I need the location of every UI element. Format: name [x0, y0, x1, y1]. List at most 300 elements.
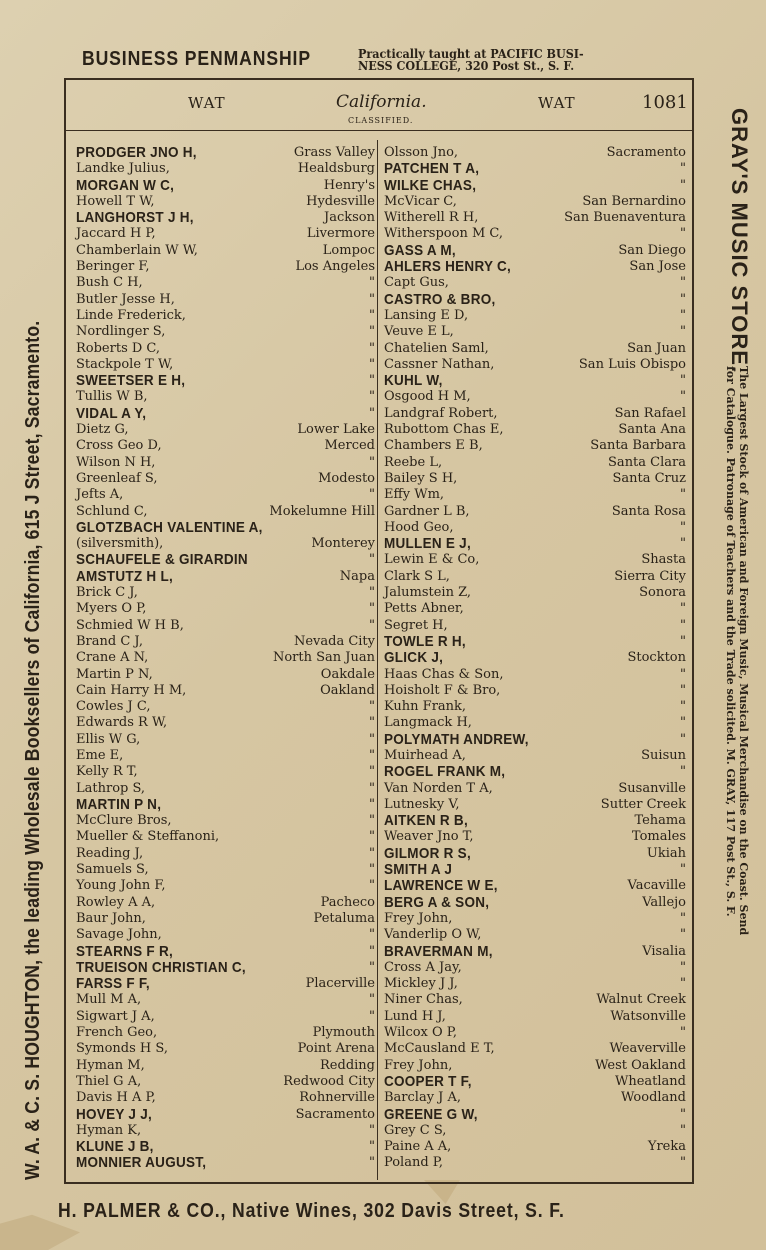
directory-entry: [72, 715, 377, 731]
column-divider: [377, 140, 378, 1180]
entry-place: ": [680, 682, 686, 698]
entry-name: Young John F,: [76, 878, 166, 894]
entry-name: Linde Frederick,: [76, 307, 186, 323]
entry-name: POLYMATH ANDREW,: [384, 730, 529, 748]
entry-place: ": [369, 1008, 375, 1024]
directory-entry: [72, 1107, 377, 1123]
entry-place: ": [680, 275, 686, 291]
entry-name: Tullis W B,: [76, 389, 148, 405]
directory-entry: [380, 813, 688, 829]
entry-place: Monterey: [311, 536, 375, 552]
directory-entry: [380, 960, 688, 976]
directory-entry: [72, 1123, 377, 1139]
directory-entry: [380, 585, 688, 601]
entry-name: Veuve E L,: [384, 324, 454, 340]
entry-place: ": [680, 699, 686, 715]
entry-place: Susanville: [618, 780, 686, 796]
directory-entry: [72, 732, 377, 748]
entry-name: PATCHEN T A,: [384, 160, 480, 178]
directory-entry: [72, 552, 377, 568]
directory-entry: [72, 259, 377, 275]
directory-entry: [72, 1139, 377, 1155]
entry-place: ": [680, 177, 686, 193]
directory-entry: [380, 438, 688, 454]
directory-entry: [72, 324, 377, 340]
entry-place: Livermore: [306, 226, 375, 242]
header-subtitle: CLASSIFIED.: [348, 116, 414, 125]
entry-name: Schmied W H B,: [76, 617, 184, 633]
entry-name: Witherspoon M C,: [384, 226, 504, 242]
entry-place: ": [369, 552, 375, 568]
directory-entry: [72, 699, 377, 715]
directory-entry: [72, 927, 377, 943]
entry-name: Landke Julius,: [76, 161, 170, 177]
top-ad-line1: Practically taught at PACIFIC BUSI-: [358, 47, 584, 61]
directory-entry: [380, 1090, 688, 1106]
entry-name: Sigwart J A,: [76, 1008, 155, 1024]
entry-place: Merced: [324, 438, 375, 454]
entry-name: Segret H,: [384, 617, 448, 633]
top-advertisement: [82, 44, 722, 80]
entry-name: Brick C J,: [76, 585, 138, 601]
directory-entry: [380, 748, 688, 764]
entry-place: ": [680, 959, 686, 975]
directory-entry: [380, 650, 688, 666]
entry-place: Watsonville: [610, 1008, 686, 1024]
directory-entry: [72, 373, 377, 389]
directory-entry: [380, 569, 688, 585]
directory-entry: [72, 650, 377, 666]
entry-place: Petaluma: [313, 910, 375, 926]
entry-place: ": [369, 275, 375, 291]
entry-name: VIDAL A Y,: [76, 404, 147, 422]
directory-entry: [380, 308, 688, 324]
entry-place: Oakdale: [320, 666, 375, 682]
directory-entry: [380, 194, 688, 210]
right-side-ad-line1: The Largest Stock of American and Foreign Music, Musical Merchandise on the Coast. Send: [737, 366, 750, 936]
directory-entry: [72, 1155, 377, 1171]
entry-place: Pacheco: [320, 894, 375, 910]
entry-place: ": [680, 927, 686, 943]
entry-place: Weaverville: [609, 1041, 686, 1057]
entry-place: ": [369, 307, 375, 323]
entry-name: Niner Chas,: [384, 992, 463, 1008]
directory-entry: [72, 520, 377, 536]
entry-name: MARTIN P N,: [76, 795, 162, 813]
entry-name: Mickley J J,: [384, 976, 458, 992]
directory-entry: [72, 634, 377, 650]
entry-place: San Bernardino: [582, 193, 686, 209]
directory-entry: [72, 960, 377, 976]
directory-entry: [380, 1155, 688, 1171]
entry-name: SWEETSER E H,: [76, 372, 186, 390]
entry-place: ": [369, 943, 375, 959]
directory-entry: [72, 389, 377, 405]
entry-place: San Diego: [618, 242, 686, 258]
directory-entry: [380, 634, 688, 650]
entry-name: Barclay J A,: [384, 1090, 462, 1106]
directory-entry: [380, 1074, 688, 1090]
directory-entry: [380, 243, 688, 259]
entry-name: WILKE CHAS,: [384, 176, 477, 194]
directory-entry: [72, 1090, 377, 1106]
entry-name: Butler Jesse H,: [76, 291, 175, 307]
entry-place: ": [369, 878, 375, 894]
entry-name: Landgraf Robert,: [384, 405, 498, 421]
directory-entry: [380, 927, 688, 943]
entry-name: Petts Abner,: [384, 601, 464, 617]
entry-place: ": [680, 731, 686, 747]
entry-place: ": [369, 617, 375, 633]
entry-place: ": [369, 1155, 375, 1171]
entry-place: ": [680, 862, 686, 878]
entry-name: Chamberlain W W,: [76, 242, 198, 258]
entry-name: Howell T W,: [76, 193, 155, 209]
directory-entry: [72, 569, 377, 585]
directory-entry: [72, 585, 377, 601]
directory-entry: [380, 667, 688, 683]
directory-entry: [72, 308, 377, 324]
entry-name: Hood Geo,: [384, 519, 454, 535]
directory-entry: [72, 878, 377, 894]
entry-place: Rohnerville: [299, 1090, 375, 1106]
entry-name: Ellis W G,: [76, 731, 141, 747]
entry-place: ": [680, 373, 686, 389]
directory-entry: [380, 161, 688, 177]
entry-name: BERG A & SON,: [384, 893, 490, 911]
directory-entry: [380, 1139, 688, 1155]
entry-name: MONNIER AUGUST,: [76, 1154, 207, 1172]
directory-entry: [72, 178, 377, 194]
entry-name: Effy Wm,: [384, 487, 445, 503]
directory-entry: [380, 422, 688, 438]
entry-place: Modesto: [318, 470, 375, 486]
entry-name: Kelly R T,: [76, 764, 138, 780]
entry-place: Jackson: [324, 210, 375, 226]
entry-place: Redding: [320, 1057, 375, 1073]
directory-entry: [380, 406, 688, 422]
directory-entry: [380, 862, 688, 878]
right-side-advertisement: [692, 108, 752, 1168]
entry-place: San Luis Obispo: [578, 356, 686, 372]
entry-name: CASTRO & BRO,: [384, 290, 496, 308]
entry-place: Point Arena: [297, 1041, 375, 1057]
directory-entry: [72, 341, 377, 357]
entry-name: KUHL W,: [384, 372, 443, 390]
entry-place: Sacramento: [295, 1106, 375, 1122]
entry-place: Hydesville: [306, 193, 375, 209]
entry-place: Mokelumne Hill: [269, 503, 375, 519]
directory-entry: [380, 911, 688, 927]
entry-place: ": [680, 226, 686, 242]
entry-place: Santa Barbara: [590, 438, 686, 454]
entry-name: Thiel G A,: [76, 1073, 142, 1089]
entry-name: Reading J,: [76, 845, 144, 861]
entry-place: Healdsburg: [297, 161, 375, 177]
entry-place: ": [680, 601, 686, 617]
entry-place: ": [369, 585, 375, 601]
entry-name: Rowley A A,: [76, 894, 156, 910]
entry-name: Haas Chas & Son,: [384, 666, 504, 682]
right-side-ad-text: [724, 366, 750, 935]
directory-entry: [72, 895, 377, 911]
directory-entry: [72, 243, 377, 259]
entry-place: Ukiah: [646, 845, 686, 861]
entry-place: ": [680, 291, 686, 307]
top-ad-text: [358, 48, 601, 72]
directory-entry: [72, 487, 377, 503]
directory-entry: [380, 829, 688, 845]
entry-place: ": [369, 927, 375, 943]
directory-entry: [72, 862, 377, 878]
directory-entry: [380, 487, 688, 503]
entry-name: MULLEN E J,: [384, 535, 471, 553]
directory-entry: [380, 683, 688, 699]
directory-entry: [380, 601, 688, 617]
entry-name: Schlund C,: [76, 503, 148, 519]
entry-name: GLOTZBACH VALENTINE A,: [76, 518, 263, 536]
entry-name: Roberts D C,: [76, 340, 161, 356]
directory-entry: [380, 976, 688, 992]
entry-place: ": [369, 291, 375, 307]
entry-name: Mueller & Steffanoni,: [76, 829, 220, 845]
entry-name: Clark S L,: [384, 568, 450, 584]
entry-place: Santa Ana: [618, 422, 686, 438]
entry-place: ": [369, 1139, 375, 1155]
directory-entry: [380, 504, 688, 520]
directory-entry: [380, 732, 688, 748]
directory-entry: [72, 422, 377, 438]
entry-name: Brand C J,: [76, 633, 144, 649]
entry-name: Lutnesky V,: [384, 796, 460, 812]
entry-name: Reebe L,: [384, 454, 443, 470]
directory-entry: [380, 275, 688, 291]
entry-place: Suisun: [641, 747, 686, 763]
directory-entry: [380, 455, 688, 471]
directory-entry: [380, 357, 688, 373]
entry-name: STEARNS F R,: [76, 942, 174, 960]
entry-place: San Rafael: [614, 405, 686, 421]
entry-name: COOPER T F,: [384, 1072, 472, 1090]
directory-entry: [380, 210, 688, 226]
entry-place: San Jose: [629, 259, 686, 275]
entry-place: ": [369, 829, 375, 845]
entry-name: Cross Geo D,: [76, 438, 162, 454]
directory-entry: [72, 1074, 377, 1090]
directory-entry: [72, 275, 377, 291]
entry-name: Grey C S,: [384, 1122, 447, 1138]
entry-name: Bush C H,: [76, 275, 143, 291]
entry-place: ": [680, 161, 686, 177]
entry-place: Shasta: [641, 552, 686, 568]
directory-entry: [380, 536, 688, 552]
entry-place: San Buenaventura: [564, 210, 686, 226]
directory-entry: [72, 161, 377, 177]
entry-place: ": [369, 845, 375, 861]
entry-place: ": [369, 699, 375, 715]
entry-place: ": [369, 813, 375, 829]
entry-place: ": [369, 862, 375, 878]
entry-name: Hoisholt F & Bro,: [384, 682, 501, 698]
entry-place: Nevada City: [293, 633, 375, 649]
left-column: [72, 145, 377, 1172]
entry-place: ": [680, 910, 686, 926]
entry-name: Paine A A,: [384, 1139, 452, 1155]
directory-entry: [72, 471, 377, 487]
entry-place: ": [369, 796, 375, 812]
entry-place: Sierra City: [614, 568, 686, 584]
top-ad-line2: NESS COLLEGE, 320 Post St., S. F.: [358, 59, 575, 73]
entry-place: ": [680, 307, 686, 323]
entry-place: ": [680, 1155, 686, 1171]
entry-name: Capt Gus,: [384, 275, 449, 291]
entry-place: Plymouth: [312, 1025, 375, 1041]
entry-name: Rubottom Chas E,: [384, 422, 504, 438]
entry-place: ": [369, 389, 375, 405]
entry-name: MORGAN W C,: [76, 176, 175, 194]
directory-entry: [380, 764, 688, 780]
entry-name: GILMOR R S,: [384, 844, 471, 862]
entry-place: North San Juan: [272, 650, 375, 666]
entry-name: Kuhn Frank,: [384, 699, 467, 715]
entry-place: Wheatland: [614, 1073, 686, 1089]
entry-name: McVicar C,: [384, 193, 457, 209]
directory-entry: [72, 145, 377, 161]
entry-place: ": [680, 1106, 686, 1122]
entry-name: Chambers E B,: [384, 438, 483, 454]
entry-place: ": [680, 633, 686, 649]
entry-name: Lathrop S,: [76, 780, 146, 796]
entry-name: Lewin E & Co,: [384, 552, 480, 568]
directory-entry: [72, 406, 377, 422]
directory-entry: [72, 781, 377, 797]
entry-name: Witherell R H,: [384, 210, 479, 226]
entry-place: Santa Cruz: [612, 470, 686, 486]
directory-entry: [72, 601, 377, 617]
directory-entry: [380, 471, 688, 487]
directory-entry: [72, 813, 377, 829]
entry-name: Cowles J C,: [76, 699, 151, 715]
directory-entry: [72, 748, 377, 764]
entry-name: GREENE G W,: [384, 1105, 478, 1123]
entry-name: Greenleaf S,: [76, 470, 158, 486]
header-left-word: WAT: [188, 94, 226, 112]
directory-entry: [380, 1009, 688, 1025]
entry-name: Wilson N H,: [76, 454, 156, 470]
entry-place: Santa Clara: [608, 454, 686, 470]
directory-entry: [380, 1041, 688, 1057]
entry-place: Vallejo: [642, 894, 686, 910]
entry-place: ": [369, 959, 375, 975]
entry-place: ": [680, 536, 686, 552]
entry-name: LAWRENCE W E,: [384, 877, 498, 895]
directory-entry: [380, 292, 688, 308]
entry-place: ": [680, 764, 686, 780]
entry-place: Lompoc: [322, 242, 375, 258]
directory-entry: [72, 438, 377, 454]
entry-place: ": [680, 666, 686, 682]
directory-entry: [72, 1041, 377, 1057]
entry-place: Tomales: [631, 829, 686, 845]
directory-entry: [72, 944, 377, 960]
entry-place: Walnut Creek: [596, 992, 686, 1008]
entry-name: GASS A M,: [384, 241, 456, 259]
entry-place: ": [369, 454, 375, 470]
entry-name: Myers O P,: [76, 601, 147, 617]
entry-name: Stackpole T W,: [76, 356, 174, 372]
entry-name: Cross A Jay,: [384, 959, 462, 975]
entry-place: West Oakland: [595, 1057, 686, 1073]
entry-name: SCHAUFELE & GIRARDIN: [76, 551, 248, 569]
directory-entry: [72, 764, 377, 780]
entry-name: Davis H A P,: [76, 1090, 156, 1106]
directory-entry: [380, 1058, 688, 1074]
directory-entry: [72, 504, 377, 520]
directory-entry: [380, 552, 688, 568]
right-column: [380, 145, 688, 1172]
entry-name: HOVEY J J,: [76, 1105, 152, 1123]
entry-name: TRUEISON CHRISTIAN C,: [76, 958, 246, 976]
directory-entry: [380, 992, 688, 1008]
entry-place: ": [369, 992, 375, 1008]
entry-place: Henry's: [323, 177, 375, 193]
directory-entry: [380, 797, 688, 813]
directory-entry: [72, 1009, 377, 1025]
entry-name: Baur John,: [76, 910, 146, 926]
entry-name: TOWLE R H,: [384, 632, 466, 650]
entry-place: Grass Valley: [293, 145, 375, 160]
directory-entry: [72, 357, 377, 373]
entry-name: Lund H J,: [384, 1008, 446, 1024]
directory-entry: [72, 1025, 377, 1041]
directory-entry: [380, 1107, 688, 1123]
entry-place: ": [680, 519, 686, 535]
entry-place: Placerville: [305, 976, 375, 992]
entry-place: Los Angeles: [295, 259, 375, 275]
entry-name: Hyman K,: [76, 1122, 142, 1138]
header-title: California.: [336, 92, 427, 112]
entry-name: Poland P,: [384, 1155, 444, 1171]
directory-entry: [380, 373, 688, 389]
entry-place: Vacaville: [627, 878, 686, 894]
entry-name: FARSS F F,: [76, 975, 150, 993]
entry-name: McCausland E T,: [384, 1041, 495, 1057]
directory-entry: [72, 226, 377, 242]
entry-name: Langmack H,: [384, 715, 472, 731]
top-ad-title: BUSINESS PENMANSHIP: [82, 48, 311, 70]
directory-entry: [380, 878, 688, 894]
entry-place: Napa: [339, 568, 375, 584]
directory-entry: [380, 715, 688, 731]
directory-entry: [380, 389, 688, 405]
entry-name: KLUNE J B,: [76, 1138, 154, 1156]
entry-name: Hyman M,: [76, 1057, 145, 1073]
entry-name: Frey John,: [384, 910, 453, 926]
directory-entry: [380, 1025, 688, 1041]
entry-name: Jefts A,: [76, 487, 124, 503]
directory-entry: [380, 341, 688, 357]
entry-name: Osgood H M,: [384, 389, 471, 405]
entry-name: PRODGER JNO H,: [76, 144, 197, 161]
entry-name: Bailey S H,: [384, 470, 458, 486]
directory-entry: [380, 226, 688, 242]
entry-name: Olsson Jno,: [384, 145, 459, 160]
directory-entry: [380, 699, 688, 715]
directory-entry: [72, 194, 377, 210]
entry-name: LANGHORST J H,: [76, 209, 194, 227]
entry-place: Oakland: [320, 682, 375, 698]
directory-entry: [72, 683, 377, 699]
